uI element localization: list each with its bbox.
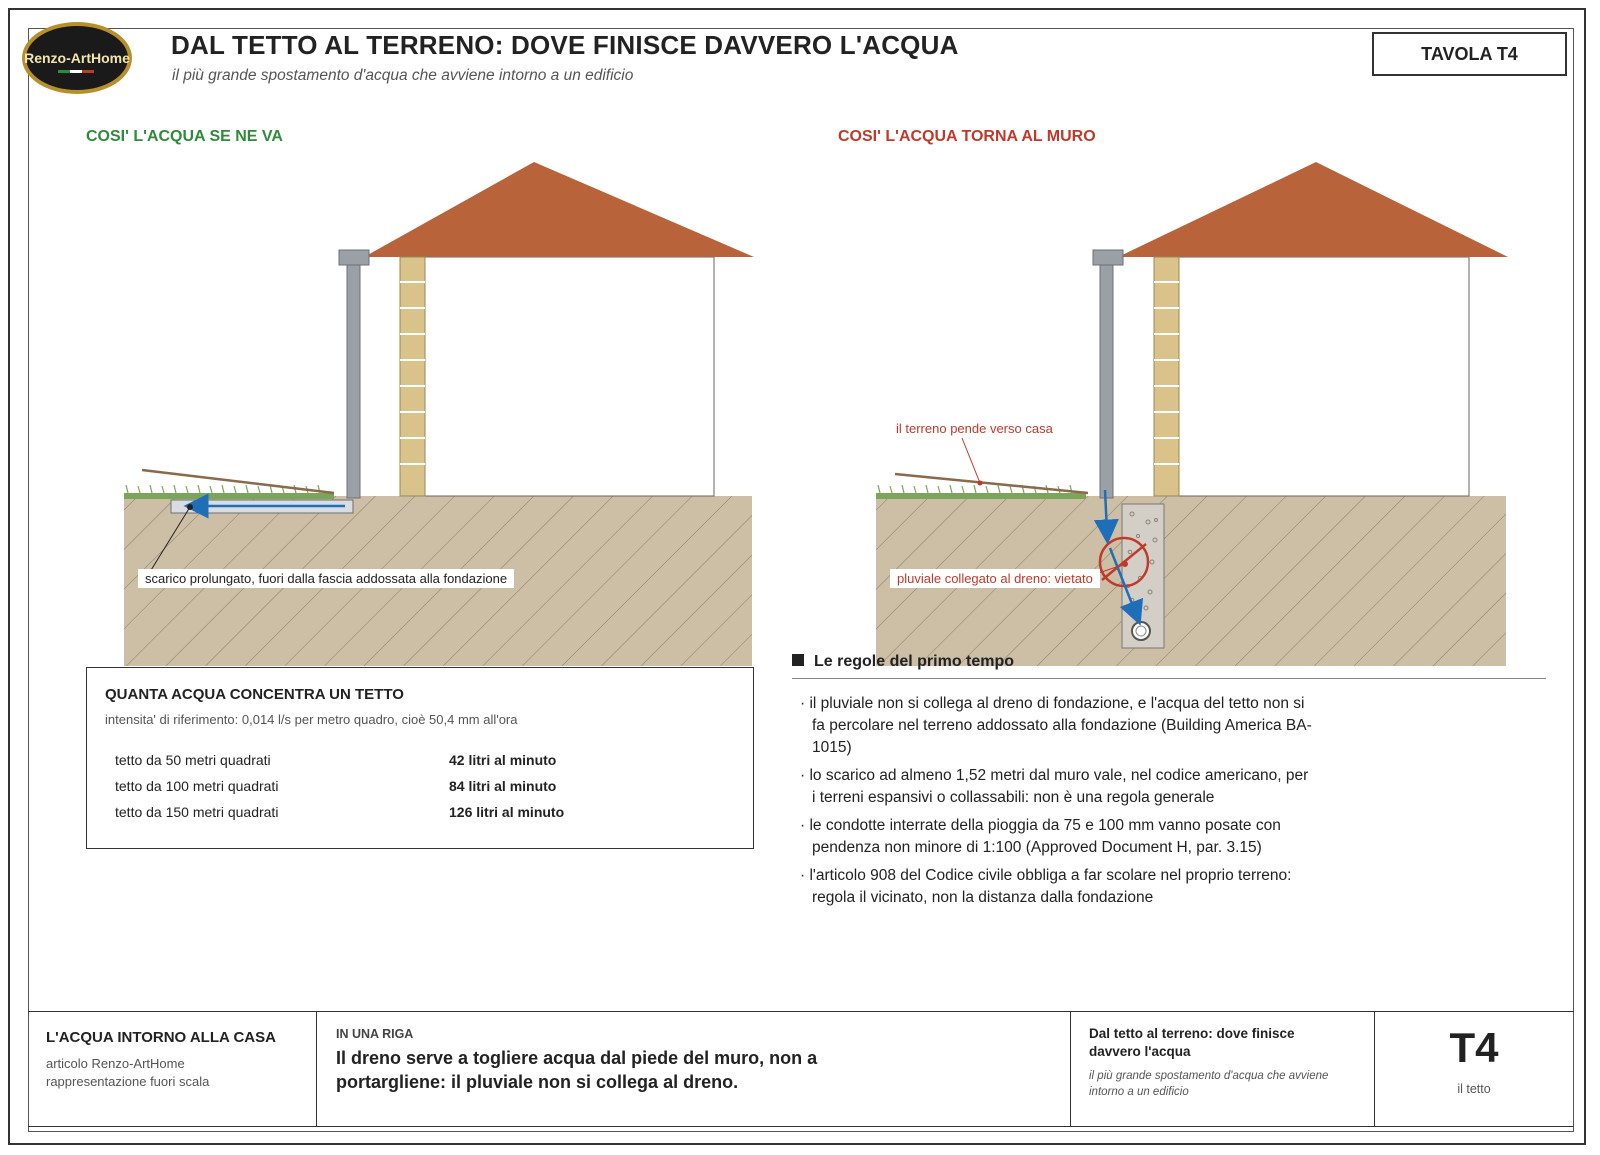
left-house-diagram — [124, 162, 754, 666]
info-row-value: 84 litri al minuto — [449, 778, 557, 794]
left-panel-heading: COSI' L'ACQUA SE NE VA — [86, 128, 283, 145]
slope-line-right — [895, 474, 1088, 493]
footer-summary-label: IN UNA RIGA — [336, 1027, 414, 1041]
footer-scale-note: rappresentazione fuori scala — [46, 1074, 210, 1089]
slope-toward-house-label: il terreno pende verso casa — [896, 421, 1053, 436]
rules-heading — [792, 653, 1014, 671]
block-column-right — [1154, 257, 1179, 496]
page-subtitle: il più grande spostamento d'acqua che avviene intorno a un edificio — [172, 67, 634, 84]
gutter-right — [1093, 250, 1123, 265]
roof-right — [1118, 162, 1508, 257]
info-box-title: QUANTA ACQUA CONCENTRA UN TETTO — [105, 686, 404, 703]
block-column-left — [400, 257, 425, 496]
footer-summary-text: Il dreno serve a togliere acqua dal piede del muro, non a portargliene: il pluviale non si collega al dreno. — [336, 1048, 818, 1092]
footer-sheet-title: Dal tetto al terreno: dove finisce davvero l'acqua — [1089, 1026, 1295, 1059]
info-row-value: 126 litri al minuto — [449, 804, 565, 820]
square-bullet-icon — [792, 654, 804, 666]
drain-pipe-circle — [1132, 622, 1150, 640]
info-row-label: tetto da 50 metri quadrati — [115, 752, 271, 768]
downpipe-right — [1100, 265, 1113, 498]
grass-left — [124, 493, 334, 499]
footer-series-title: L'ACQUA INTORNO ALLA CASA — [46, 1029, 276, 1046]
footer-top-rule — [28, 1011, 1574, 1012]
house-wall-left — [400, 257, 714, 496]
right-house-diagram — [876, 162, 1508, 666]
footer-sheet-code: T4 — [1449, 1024, 1499, 1071]
footer-article: articolo Renzo-ArtHome — [46, 1056, 185, 1071]
footer-sheet-topic: il tetto — [1457, 1082, 1491, 1096]
forbidden-connection-label: pluviale collegato al dreno: vietato — [890, 569, 1100, 588]
leader-line-slope — [962, 438, 980, 483]
right-panel-heading: COSI' L'ACQUA TORNA AL MURO — [838, 128, 1096, 145]
footer-divider — [316, 1011, 317, 1126]
rules-heading-text: Le regole del primo tempo — [814, 653, 1015, 670]
rules-list — [792, 693, 1312, 915]
extended-discharge-label: scarico prolungato, fuori dalla fascia addossata alla fondazione — [138, 569, 514, 588]
house-wall-right — [1155, 257, 1469, 496]
rule-item: · il pluviale non si collega al dreno di fondazione, e l'acqua del tetto non si fa percolare nel terreno addossato alla fondazione (Building America BA-1015) — [800, 695, 1312, 756]
grass-right — [876, 493, 1086, 499]
gutter-left — [339, 250, 369, 265]
downpipe-left — [347, 265, 360, 498]
tavola-badge: TAVOLA T4 — [1372, 32, 1567, 76]
footer-divider — [1070, 1011, 1071, 1126]
info-box-intensity: intensita' di riferimento: 0,014 l/s per metro quadro, cioè 50,4 mm all'ora — [105, 712, 518, 727]
roof-left — [364, 162, 754, 257]
info-row-label: tetto da 100 metri quadrati — [115, 778, 279, 794]
rule-item: · lo scarico ad almeno 1,52 metri dal muro vale, nel codice americano, per i terreni espansivi o collassabili: non è una regola generale — [800, 767, 1309, 806]
roof-water-info-box — [86, 667, 754, 849]
rules-divider — [792, 678, 1546, 679]
info-row-label: tetto da 150 metri quadrati — [115, 804, 279, 820]
page-title: DAL TETTO AL TERRENO: DOVE FINISCE DAVVERO L'ACQUA — [171, 30, 959, 60]
footer-bottom-rule — [28, 1126, 1574, 1127]
slope-line-left — [142, 470, 334, 493]
logo-text: Renzo-ArtHome — [24, 50, 130, 66]
rule-item: · l'articolo 908 del Codice civile obbliga a far scolare nel proprio terreno: regola il vicinato, non la distanza dalla fondazione — [800, 867, 1292, 906]
info-row-value: 42 litri al minuto — [449, 752, 557, 768]
rule-item: · le condotte interrate della pioggia da 75 e 100 mm vanno posate con pendenza non minore di 1:100 (Approved Document H, par. 3.15) — [800, 817, 1281, 856]
footer-sheet-subtitle: il più grande spostamento d'acqua che avviene intorno a un edificio — [1089, 1070, 1329, 1098]
